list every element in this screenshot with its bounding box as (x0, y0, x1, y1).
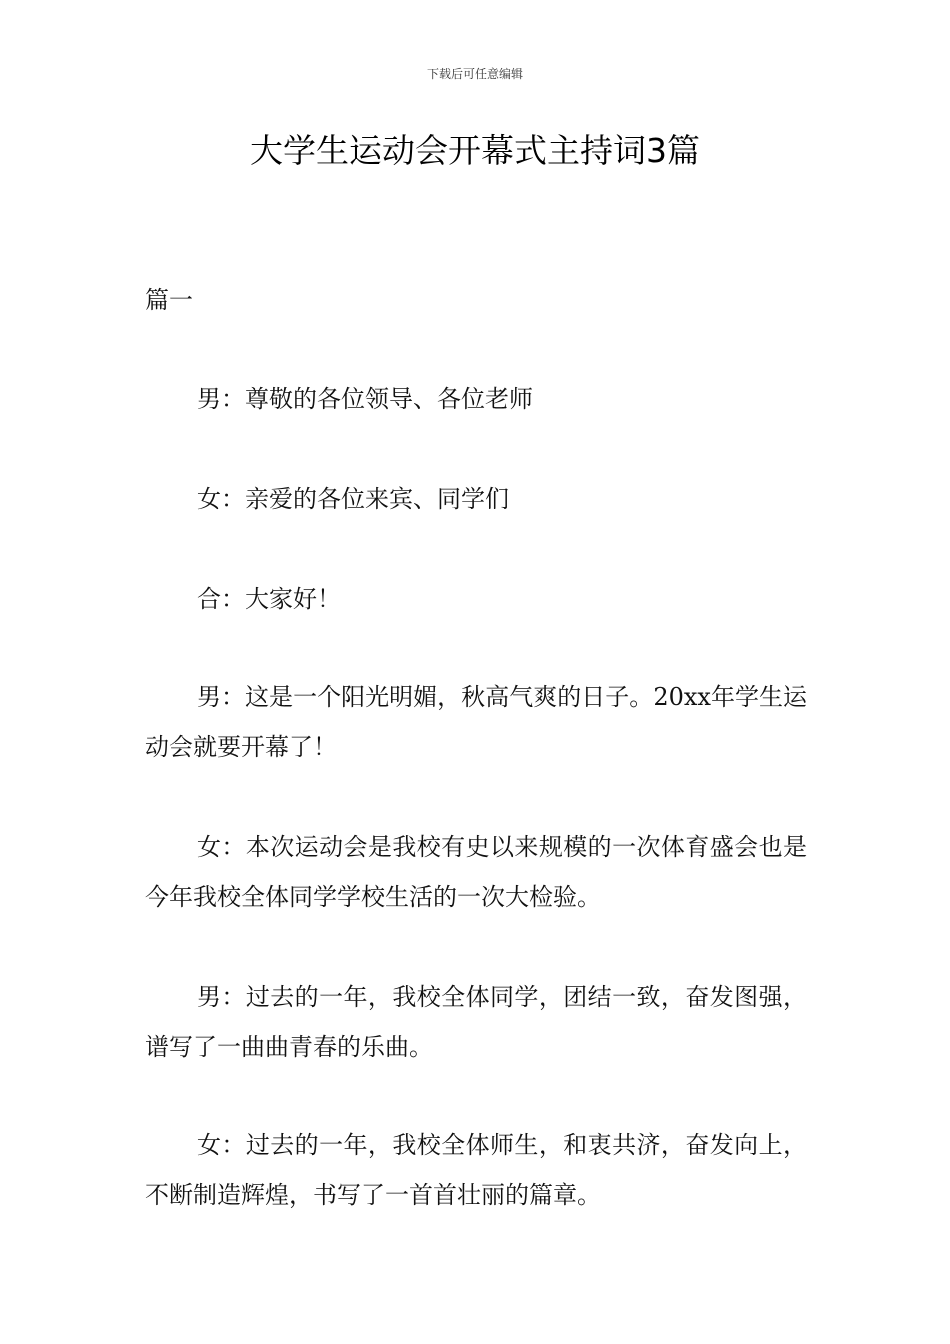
paragraph-7: 女：过去的一年，我校全体师生，和衷共济，奋发向上，不断制造辉煌，书写了一首首壮丽的篇章。 (145, 1131, 807, 1209)
paragraph-5: 女：本次运动会是我校有史以来规模的一次体育盛会也是今年我校全体同学学校生活的一次大检验。 (145, 833, 807, 911)
paragraph-4: 男：这是一个阳光明媚，秋高气爽的日子。20xx年学生运动会就要开幕了！ (145, 683, 807, 761)
paragraph-2: 女：亲爱的各位来宾、同学们 (197, 485, 509, 513)
document-title: 大学生运动会开幕式主持词3篇 (250, 131, 700, 170)
paragraph-1: 男：尊敬的各位领导、各位老师 (197, 385, 533, 413)
paragraph-3: 合：大家好！ (197, 585, 341, 613)
paragraph-6: 男：过去的一年，我校全体同学，团结一致，奋发图强，谱写了一曲曲青春的乐曲。 (145, 983, 807, 1061)
page-header-note: 下载后可任意编辑 (426, 67, 523, 81)
section-heading: 篇一 (145, 286, 193, 314)
